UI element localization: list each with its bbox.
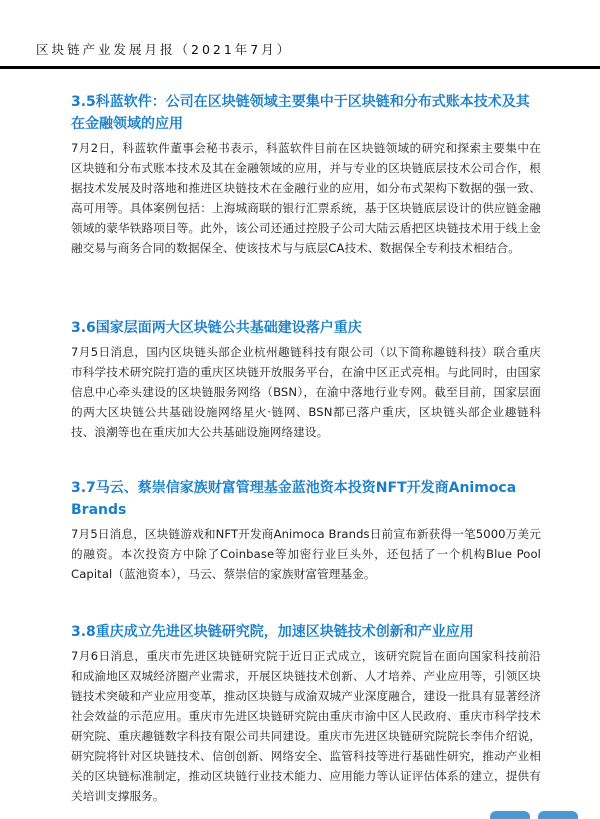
report-header — [36, 40, 600, 58]
logo-icon — [538, 811, 578, 819]
section-body: 7月5日消息，区块链游戏和NFT开发商Animoca Brands日前宣布新获得一笔5000万美元的融资。本次投资方中除了Coinbase等加密行业巨头外，还包括了一个机构Blue Pool Capital（蓝池资本），马云、蔡崇信的家族财富管理基金。 — [71, 527, 541, 581]
footer-logos — [490, 809, 578, 819]
section-body: 7月6日消息，重庆市先进区块链研究院于近日正式成立，该研究院旨在面向国家科技前沿和成渝地区双城经济圈产业需求，开展区块链技术创新、人才培养、产业应用等，引领区块链技术突破和产业应用变革，推动区块链与成渝双城产业深度融合，建设一批具有显著经济社会效益的示范应用。重庆市先进区块链研究院由重庆市渝中区人民政府、重庆市科学技术研究院、重庆趣链数字科技有限公司共同建设。重庆市先进区块链研究院院长李伟介绍说，研究院将针对区块链技术、信创创新、网络安全、监管科技等进行基础性研究，推动产业相关的区块链标准制定，推动区块链行业技术能力、应用能力等认证评估体系的建立，提供有关培训支撑服务。 — [71, 649, 541, 803]
section-title: 3.5科蓝软件：公司在区块链领域主要集中于区块链和分布式账本技术及其在金融领域的应用 — [71, 94, 530, 132]
section-3-8 — [71, 621, 541, 806]
section-title: 3.8重庆成立先进区块链研究院，加速区块链技术创新和产业应用 — [71, 624, 474, 640]
report-header-title: 区块链产业发展月报（2021年7月） — [36, 42, 293, 57]
section-title: 3.6国家层面两大区块链公共基础建设落户重庆 — [71, 320, 362, 336]
header-divider — [0, 66, 600, 69]
section-body: 7月5日消息，国内区块链头部企业杭州趣链科技有限公司（以下简称趣链科技）联合重庆市科学技术研究院打造的重庆区块链开放服务平台，在渝中区正式亮相。与此同时，由国家信息中心牵头建设的区块链服务网络（BSN），在渝中落地行业专网。截至目前，国家层面的两大区块链公共基础设施网络星火·链网、BSN都已落户重庆，区块链头部企业趣链科技、浪潮等也在重庆加大公共基础设施网络建设。 — [71, 345, 541, 439]
section-title: 3.7马云、蔡崇信家族财富管理基金蓝池资本投资NFT开发商Animoca Brands — [71, 480, 517, 518]
section-3-6 — [71, 317, 541, 442]
section-body: 7月2日，科蓝软件董事会秘书表示，科蓝软件目前在区块链领域的研究和探索主要集中在区块链和分布式账本技术及其在金融领域的应用，并与专业的区块链底层技术公司合作，根据技术发展及时落地和推进区块链技术在金融行业的应用，如分布式架构下数据的强一致、高可用等。具体案例包括：上海城商联的银行汇票系统，基于区块链底层设计的供应链金融领域的蒙华铁路项目等。此外，该公司还通过控股子公司大陆云盾把区块链技术用于线上金融交易与商务合同的数据保全、使该技术与与底层CA技术、数据保全专利技术相结合。 — [71, 141, 541, 255]
logo-icon — [490, 811, 530, 819]
section-3-5 — [71, 91, 541, 258]
section-3-7 — [71, 477, 541, 584]
